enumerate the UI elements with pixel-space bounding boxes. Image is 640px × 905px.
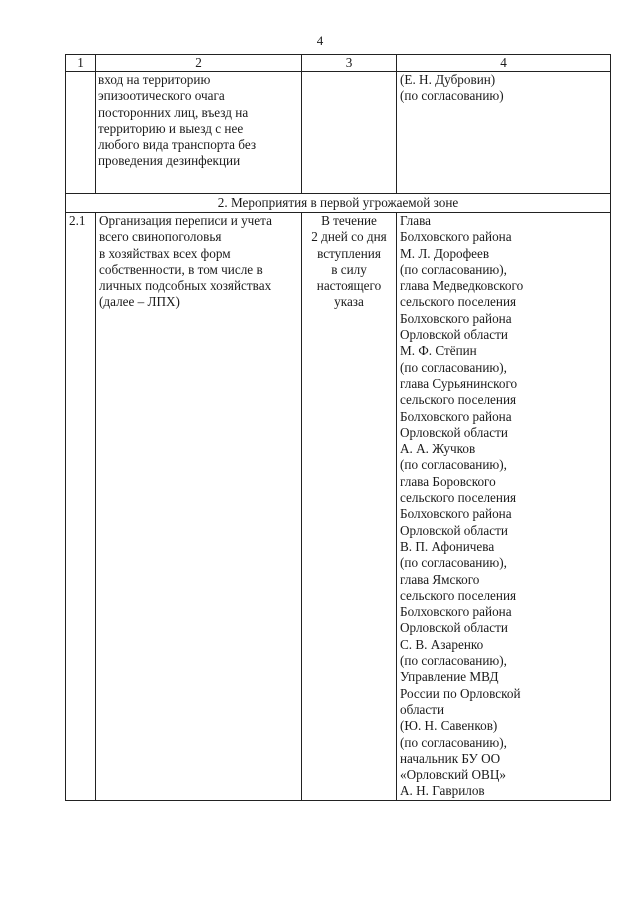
text-line: (далее – ЛПХ) (99, 294, 180, 310)
text-line: в силу (331, 261, 367, 277)
text-line: М. Л. Дорофеев (400, 245, 490, 261)
text-line: (по согласованию) (400, 88, 504, 104)
text-line: области (400, 701, 445, 717)
header-col-1: 1 (66, 55, 96, 72)
text-line: (по согласованию), (400, 261, 507, 277)
text-line: В течение (321, 213, 377, 228)
text-line: Болховского района (400, 310, 512, 326)
text-line: в хозяйствах всех форм (99, 245, 231, 261)
text-line: глава Ямского (400, 571, 480, 587)
text-line: личных подсобных хозяйствах (99, 278, 272, 294)
continuation-responsible-cell (397, 72, 611, 194)
text-line: (по согласованию), (400, 734, 507, 750)
text-line: сельского поселения (400, 490, 517, 506)
text-line: территорию и выезд с нее (98, 120, 244, 136)
text-line: Болховского района (400, 229, 512, 245)
text-line: (по согласованию), (400, 457, 507, 473)
text-line: 2 дней со дня (311, 229, 387, 245)
text-line: сельского поселения (400, 587, 517, 603)
header-col-3: 3 (302, 55, 397, 72)
header-col-4: 4 (397, 55, 611, 72)
text-line: Глава (400, 213, 431, 228)
text-line: М. Ф. Стёпин (400, 343, 477, 359)
text-line: всего свинопоголовья (99, 229, 222, 245)
text-line: глава Боровского (400, 473, 496, 489)
measure-cell (96, 213, 302, 801)
text-line: В. П. Афоничева (400, 538, 495, 554)
text-line: Орловской области (400, 620, 508, 636)
text-line: (Ю. Н. Савенков) (400, 718, 498, 734)
table-header-row (66, 55, 611, 72)
text-line: сельского поселения (400, 294, 517, 310)
responsible-cell (397, 213, 611, 801)
text-line: сельского поселения (400, 392, 517, 408)
text-line: (по согласованию), (400, 653, 507, 669)
row-number: 2.1 (66, 213, 96, 801)
text-line: глава Сурьянинского (400, 375, 518, 391)
text-line: (по согласованию), (400, 555, 507, 571)
text-line: (по согласованию), (400, 359, 507, 375)
text-line: А. Н. Гаврилов (400, 783, 485, 799)
text-line: Болховского района (400, 408, 512, 424)
text-line: Болховского района (400, 604, 512, 620)
text-line: (Е. Н. Дубровин) (400, 72, 496, 87)
page-number: 4 (316, 33, 324, 48)
section-heading-row (66, 194, 611, 213)
text-line: вход на территорию (98, 72, 211, 87)
section-title: 2. Мероприятия в первой угрожаемой зоне (66, 194, 611, 213)
text-line: Орловской области (400, 522, 508, 538)
text-line: указа (334, 294, 364, 310)
table-row (66, 213, 611, 801)
text-line: Организация переписи и учета (99, 213, 272, 228)
continuation-term-cell (302, 72, 397, 194)
measures-table (65, 54, 611, 801)
text-line: Управление МВД (400, 669, 499, 685)
text-line: А. А. Жучков (400, 441, 476, 457)
header-col-2: 2 (96, 55, 302, 72)
text-line: «Орловский ОВЦ» (400, 767, 506, 783)
text-line: вступления (317, 245, 381, 261)
continuation-number-cell (66, 72, 96, 194)
text-line: посторонних лиц, въезд на (98, 104, 249, 120)
text-line: настоящего (316, 278, 382, 294)
text-line: России по Орловской (400, 685, 521, 701)
text-line: глава Медведковского (400, 278, 524, 294)
text-line: начальник БУ ОО (400, 750, 501, 766)
term-cell (302, 213, 397, 801)
text-line: собственности, в том числе в (99, 261, 263, 277)
text-line: любого вида транспорта без (98, 137, 257, 153)
text-line: С. В. Азаренко (400, 636, 484, 652)
continuation-measure-cell (96, 72, 302, 194)
text-line: проведения дезинфекции (98, 153, 241, 169)
text-line: Орловской области (400, 327, 508, 343)
continuation-row (66, 72, 611, 194)
text-line: Орловской области (400, 424, 508, 440)
text-line: эпизоотического очага (98, 88, 225, 104)
text-line: Болховского района (400, 506, 512, 522)
